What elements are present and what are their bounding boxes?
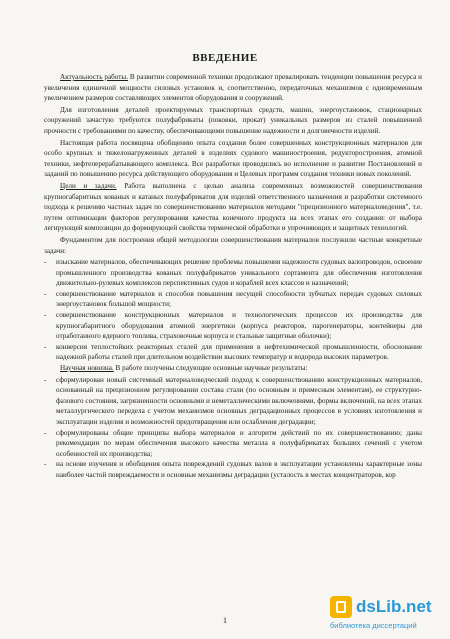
page-number: 1 — [223, 616, 227, 625]
goals-text: Работа выполнена с целью анализа современных возможностей совершенствования крупногабаритных кованых и катаных полуфабрикатов для изделий ответственного назначения и разработки системного подхода к решению частных задач по совершенствованию материалов методами "прецизионного материаловедения", т.е. путем оптимизации факторов регулирования качества конечного продукта на всех этапах его создания: от выбора легирующей композиции до формирующей свойства термической обработки и упрочняющих и защитных технологий. — [44, 181, 422, 233]
paragraph-novelty — [44, 363, 422, 374]
list-item: - совершенствование материалов и способов повышения несущей способности зубчатых передач судовых силовых энергоустановок большой мощности; — [44, 289, 422, 310]
list-item: - совершенствование конструкционных материалов и технологических процессов их производства для крупногабаритного оборудования атомной энергетики (корпуса реакторов, парогенераторы, контейнеры для отработанного ядерного топлива, страховочные корпуса и стальные защитные оболочки); — [44, 310, 422, 342]
body-text — [44, 72, 422, 481]
list-item: - сформулирован новый системный материаловедческий подход к совершенствованию конструкционных материалов, основанный на прецизионном регулировании состава стали (по основным и примесным элементам), ее структурно-фазового состояния, загрязненности основными и неметаллическими включениями, формы включений, на всех этапах металлургического передела с учетом механизмов основных деградационных процессов в условиях изготовления и эксплуатации изделия и возможностей предотвращения или ослабления деградации; — [44, 375, 422, 428]
tasks-list — [44, 257, 422, 363]
watermark-logo: dsLib.net — [356, 597, 432, 616]
goals-heading: Цели и задачи. — [60, 181, 117, 190]
list-item: - конверсия теплостойких реакторных сталей для применения в нефтехимической промышленности, обоснование надежной работы сталей при длительном воздействии высоких температур и водорода высоких параметров. — [44, 342, 422, 363]
novelty-text: В работе получены следующие основные научные результаты: — [113, 364, 308, 373]
page-title: ВВЕДЕНИЕ — [192, 52, 258, 64]
watermark[interactable] — [330, 596, 448, 636]
paragraph-goals — [44, 181, 422, 234]
paragraph-purpose: Настоящая работа посвящена обобщению опыта создания более совершенных конструкционных материалов для особо крупных и тяжелонагруженных деталей в изделиях судового машиностроения, редукторостроения, атомной техники, нефтеперерабатывающего комплекса. Все разработки проводились во исполнение и развитие Постановлений и заданий по повышению ресурса действующего оборудования и Целевых программ создания техники новых поколений. — [44, 138, 422, 179]
novelty-heading: Научная новизна. — [60, 364, 114, 373]
list-item: - изыскание материалов, обеспечивающих решение проблемы повышения надежности судовых валопроводов, освоение промышленного производства кованых полуфабрикатов уникального сортамента для обеспечения изготовления движительно-рулевых комплексов перспективных судов и кораблей всех классов и назначений; — [44, 257, 422, 289]
paragraph-relevance — [44, 72, 422, 104]
results-list — [44, 375, 422, 481]
list-item: - сформулированы общие принципы выбора материалов и алгоритм действий по их совершенствованию; даны рекомендации по мерам обеспечения высокого качества металла в полуфабрикатах больших сечений с учетом особенностей их производства; — [44, 428, 422, 460]
relevance-heading: Актуальность работы. — [60, 73, 129, 81]
relevance-text: В развитии современной техники продолжают превалировать тенденции повышения ресурса и увеличения единичной мощности силовых установок и, соответственно, передаточных механизмов с одновременным увеличением размеров составляющих элементов оборудования и сооружений. — [44, 73, 422, 103]
book-icon — [330, 596, 352, 618]
paragraph-foundation: Фундаментом для построения общей методологии совершенствования материалов послужили частные конкретные задачи: — [44, 235, 422, 255]
watermark-subtitle: библиотека диссертаций — [330, 621, 417, 630]
paragraph-manufacturing: Для изготовления деталей проектируемых транспортных средств, машин, энергоустановок, стационарных сооружений зачастую требуются полуфабрикаты (поковки, прокат) уникальных размеров из сталей повышенной прочности с требованиями по качеству, обеспечивающими повышение надежности и долговечности изделий. — [44, 105, 422, 135]
list-item: - на основе изучения и обобщения опыта повреждений судовых валов в эксплуатации установлены характерные зоны наиболее частой повреждаемости и основные механизмы деградации (усталость в местах концентраторов, кор — [44, 459, 422, 480]
